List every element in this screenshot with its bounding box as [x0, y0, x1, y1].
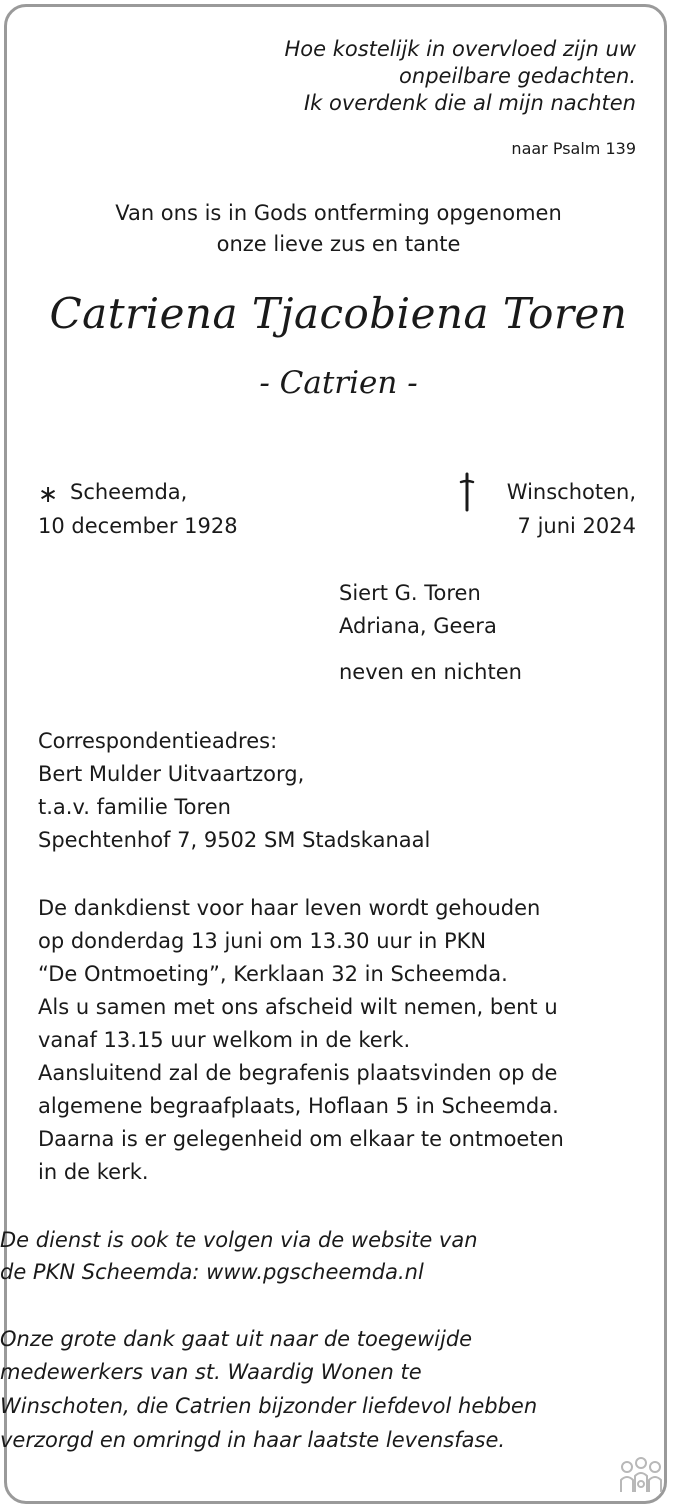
- correspondence-block: [38, 725, 430, 857]
- service-line: Aansluitend zal de begrafenis plaatsvinden op de: [38, 1061, 558, 1085]
- people-group-icon: [618, 1456, 664, 1496]
- thanks-line: verzorgd en omringd in haar laatste levensfase.: [0, 1428, 506, 1452]
- intro-line: Van ons is in Gods ontferming opgenomen: [115, 201, 562, 225]
- service-block: [38, 892, 564, 1189]
- service-line: Als u samen met ons afscheid wilt nemen, bent u: [38, 995, 558, 1019]
- intro-line: onze lieve zus en tante: [216, 232, 461, 256]
- family-member: Siert G. Toren: [339, 581, 481, 605]
- correspondence-line: Bert Mulder Uitvaartzorg,: [38, 762, 305, 786]
- service-line: algemene begraafplaats, Hoflaan 5 in Scheemda.: [38, 1094, 559, 1118]
- thanks-line: Onze grote dank gaat uit naar de toegewijde: [0, 1327, 473, 1351]
- correspondence-line: Correspondentieadres:: [38, 729, 278, 753]
- birth-star-icon: ∗: [38, 480, 59, 508]
- cross-icon: [457, 472, 477, 512]
- family-extra: neven en nichten: [339, 660, 522, 684]
- deceased-name: Catriena Tjacobiena Toren: [49, 289, 628, 338]
- psalm-reference: naar Psalm 139: [511, 139, 636, 158]
- correspondence-line: t.a.v. familie Toren: [38, 795, 231, 819]
- stream-line: De dienst is ook te volgen via de website van: [0, 1228, 478, 1252]
- service-line: De dankdienst voor haar leven wordt gehouden: [38, 896, 541, 920]
- service-line: “De Ontmoeting”, Kerklaan 32 in Scheemda.: [38, 962, 508, 986]
- correspondence-line: Spechtenhof 7, 9502 SM Stadskanaal: [38, 828, 431, 852]
- service-line: Daarna is er gelegenheid om elkaar te ontmoeten: [38, 1127, 564, 1151]
- death-date: 7 juni 2024: [517, 514, 636, 538]
- thanks-line: medewerkers van st. Waardig Wonen te: [0, 1360, 422, 1384]
- death-place: Winschoten,: [506, 480, 636, 504]
- service-line: vanaf 13.15 uur welkom in de kerk.: [38, 1028, 411, 1052]
- psalm-line: Ik overdenk die al mijn nachten: [303, 91, 636, 115]
- birth-date: 10 december 1928: [38, 514, 238, 538]
- birth-place: Scheemda,: [70, 480, 188, 504]
- family-member: Adriana, Geera: [339, 614, 497, 638]
- psalm-line: Hoe kostelijk in overvloed zijn uw: [284, 37, 636, 61]
- service-line: op donderdag 13 juni om 13.30 uur in PKN: [38, 929, 487, 953]
- service-line: in de kerk.: [38, 1160, 149, 1184]
- thanks-line: Winschoten, die Catrien bijzonder liefdevol hebben: [0, 1394, 538, 1418]
- psalm-quote: [284, 36, 636, 117]
- psalm-line: onpeilbare gedachten.: [399, 64, 636, 88]
- stream-line: de PKN Scheemda: www.pgscheemda.nl: [0, 1260, 424, 1284]
- deceased-nickname: - Catrien -: [259, 365, 418, 401]
